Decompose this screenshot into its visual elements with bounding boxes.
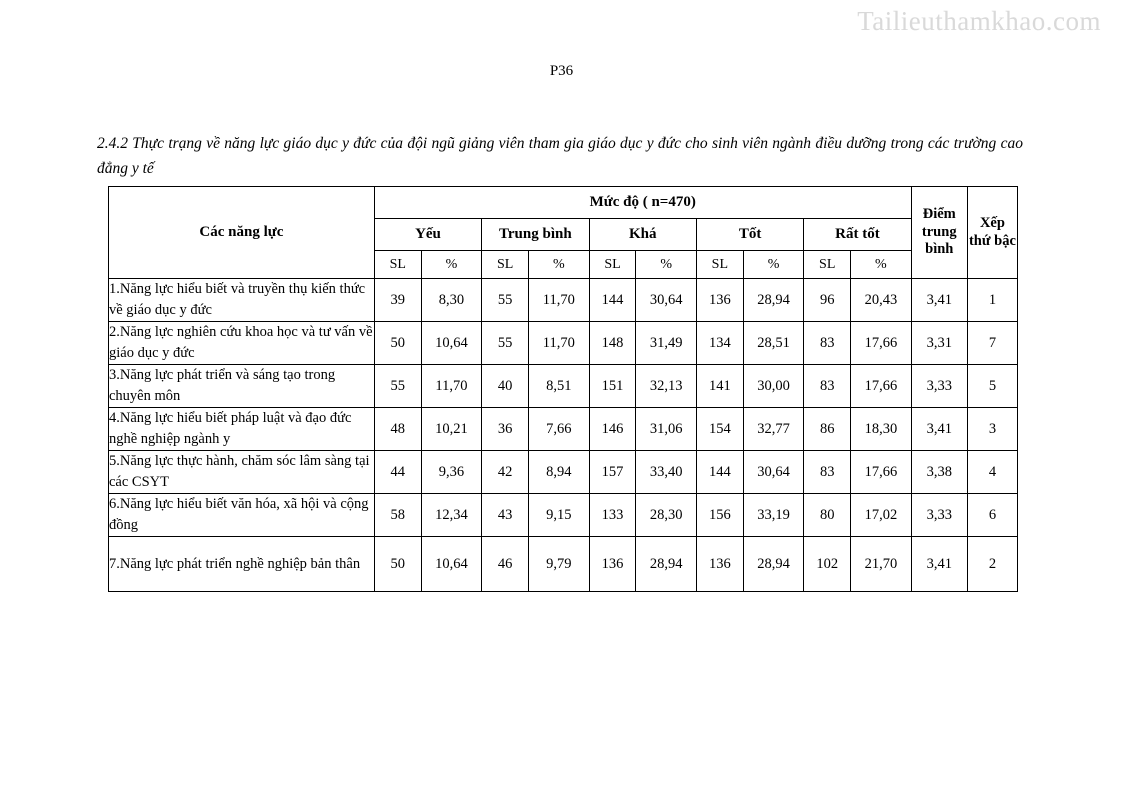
cell-value: 144 xyxy=(589,279,636,322)
cell-value: 50 xyxy=(374,537,421,592)
cell-value: 18,30 xyxy=(851,408,911,451)
header-sl-4: SL xyxy=(696,251,743,279)
cell-rank: 1 xyxy=(967,279,1017,322)
cell-value: 8,30 xyxy=(421,279,481,322)
cell-value: 151 xyxy=(589,365,636,408)
table-row xyxy=(109,365,1018,408)
cell-value: 30,64 xyxy=(743,451,803,494)
cell-value: 28,94 xyxy=(743,537,803,592)
cell-value: 28,30 xyxy=(636,494,696,537)
table-row xyxy=(109,494,1018,537)
cell-value: 144 xyxy=(696,451,743,494)
row-label: 5.Năng lực thực hành, chăm sóc lâm sàng tại các CSYT xyxy=(109,451,375,494)
cell-value: 8,94 xyxy=(529,451,589,494)
cell-value: 141 xyxy=(696,365,743,408)
cell-value: 42 xyxy=(482,451,529,494)
cell-value: 33,19 xyxy=(743,494,803,537)
row-label: 7.Năng lực phát triển nghề nghiệp bản thân xyxy=(109,537,375,592)
cell-value: 102 xyxy=(804,537,851,592)
cell-value: 48 xyxy=(374,408,421,451)
cell-value: 32,77 xyxy=(743,408,803,451)
header-pct-1: % xyxy=(421,251,481,279)
cell-value: 12,34 xyxy=(421,494,481,537)
row-label: 3.Năng lực phát triển và sáng tạo trong chuyên môn xyxy=(109,365,375,408)
cell-value: 157 xyxy=(589,451,636,494)
row-label: 1.Năng lực hiểu biết và truyền thụ kiến thức về giáo dục y đức xyxy=(109,279,375,322)
cell-mean: 3,41 xyxy=(911,408,967,451)
cell-value: 96 xyxy=(804,279,851,322)
cell-value: 28,51 xyxy=(743,322,803,365)
cell-mean: 3,41 xyxy=(911,537,967,592)
cell-value: 11,70 xyxy=(421,365,481,408)
table-body xyxy=(109,279,1018,592)
cell-value: 46 xyxy=(482,537,529,592)
header-rank: Xếp thứ bậc xyxy=(967,187,1017,279)
cell-value: 83 xyxy=(804,322,851,365)
header-sl-5: SL xyxy=(804,251,851,279)
cell-value: 86 xyxy=(804,408,851,451)
cell-value: 58 xyxy=(374,494,421,537)
cell-value: 30,64 xyxy=(636,279,696,322)
cell-value: 10,21 xyxy=(421,408,481,451)
table-row xyxy=(109,451,1018,494)
table-row xyxy=(109,322,1018,365)
cell-value: 28,94 xyxy=(636,537,696,592)
header-level-average: Trung bình xyxy=(482,219,589,251)
cell-value: 44 xyxy=(374,451,421,494)
table-row xyxy=(109,279,1018,322)
cell-value: 33,40 xyxy=(636,451,696,494)
watermark-text: Tailieuthamkhao.com xyxy=(857,6,1101,36)
cell-value: 83 xyxy=(804,451,851,494)
cell-rank: 5 xyxy=(967,365,1017,408)
row-label: 6.Năng lực hiểu biết văn hóa, xã hội và cộng đồng xyxy=(109,494,375,537)
cell-value: 32,13 xyxy=(636,365,696,408)
header-sl-3: SL xyxy=(589,251,636,279)
table-header xyxy=(109,187,1018,279)
header-sl-1: SL xyxy=(374,251,421,279)
cell-rank: 2 xyxy=(967,537,1017,592)
cell-value: 36 xyxy=(482,408,529,451)
cell-value: 7,66 xyxy=(529,408,589,451)
cell-value: 11,70 xyxy=(529,322,589,365)
cell-value: 136 xyxy=(589,537,636,592)
cell-value: 50 xyxy=(374,322,421,365)
cell-value: 40 xyxy=(482,365,529,408)
cell-value: 17,66 xyxy=(851,365,911,408)
cell-value: 28,94 xyxy=(743,279,803,322)
table-row xyxy=(109,408,1018,451)
cell-value: 156 xyxy=(696,494,743,537)
header-level-good: Tốt xyxy=(696,219,803,251)
cell-value: 10,64 xyxy=(421,322,481,365)
competency-table xyxy=(108,186,1018,592)
cell-value: 30,00 xyxy=(743,365,803,408)
cell-value: 9,15 xyxy=(529,494,589,537)
cell-mean: 3,41 xyxy=(911,279,967,322)
cell-value: 31,06 xyxy=(636,408,696,451)
header-level-group: Mức độ ( n=470) xyxy=(374,187,911,219)
cell-value: 55 xyxy=(482,279,529,322)
cell-value: 21,70 xyxy=(851,537,911,592)
cell-value: 31,49 xyxy=(636,322,696,365)
cell-value: 136 xyxy=(696,279,743,322)
cell-rank: 4 xyxy=(967,451,1017,494)
cell-value: 133 xyxy=(589,494,636,537)
cell-value: 9,36 xyxy=(421,451,481,494)
cell-rank: 3 xyxy=(967,408,1017,451)
cell-value: 17,02 xyxy=(851,494,911,537)
header-sl-2: SL xyxy=(482,251,529,279)
header-pct-5: % xyxy=(851,251,911,279)
header-competencies: Các năng lực xyxy=(109,187,375,279)
cell-mean: 3,33 xyxy=(911,365,967,408)
header-pct-3: % xyxy=(636,251,696,279)
cell-rank: 6 xyxy=(967,494,1017,537)
cell-value: 83 xyxy=(804,365,851,408)
cell-mean: 3,31 xyxy=(911,322,967,365)
table-row xyxy=(109,537,1018,592)
cell-value: 20,43 xyxy=(851,279,911,322)
header-level-weak: Yếu xyxy=(374,219,481,251)
cell-value: 9,79 xyxy=(529,537,589,592)
cell-value: 17,66 xyxy=(851,451,911,494)
header-level-fair: Khá xyxy=(589,219,696,251)
table-header-row-1 xyxy=(109,187,1018,219)
cell-value: 55 xyxy=(374,365,421,408)
cell-value: 8,51 xyxy=(529,365,589,408)
cell-mean: 3,33 xyxy=(911,494,967,537)
cell-value: 39 xyxy=(374,279,421,322)
cell-value: 11,70 xyxy=(529,279,589,322)
cell-value: 55 xyxy=(482,322,529,365)
cell-mean: 3,38 xyxy=(911,451,967,494)
header-mean-score: Điểm trung bình xyxy=(911,187,967,279)
cell-value: 146 xyxy=(589,408,636,451)
header-pct-2: % xyxy=(529,251,589,279)
cell-value: 10,64 xyxy=(421,537,481,592)
row-label: 2.Năng lực nghiên cứu khoa học và tư vấn về giáo dục y đức xyxy=(109,322,375,365)
cell-value: 154 xyxy=(696,408,743,451)
page-number: P36 xyxy=(549,63,574,79)
section-heading: 2.4.2 Thực trạng về năng lực giáo dục y đức của đội ngũ giảng viên tham gia giáo dục y đức cho sinh viên ngành điều dưỡng trong các trường cao đẳng y tế xyxy=(97,135,1023,178)
row-label: 4.Năng lực hiểu biết pháp luật và đạo đức nghề nghiệp ngành y xyxy=(109,408,375,451)
cell-value: 17,66 xyxy=(851,322,911,365)
cell-value: 43 xyxy=(482,494,529,537)
cell-value: 134 xyxy=(696,322,743,365)
header-pct-4: % xyxy=(743,251,803,279)
cell-rank: 7 xyxy=(967,322,1017,365)
cell-value: 80 xyxy=(804,494,851,537)
header-level-verygood: Rất tốt xyxy=(804,219,911,251)
cell-value: 148 xyxy=(589,322,636,365)
cell-value: 136 xyxy=(696,537,743,592)
